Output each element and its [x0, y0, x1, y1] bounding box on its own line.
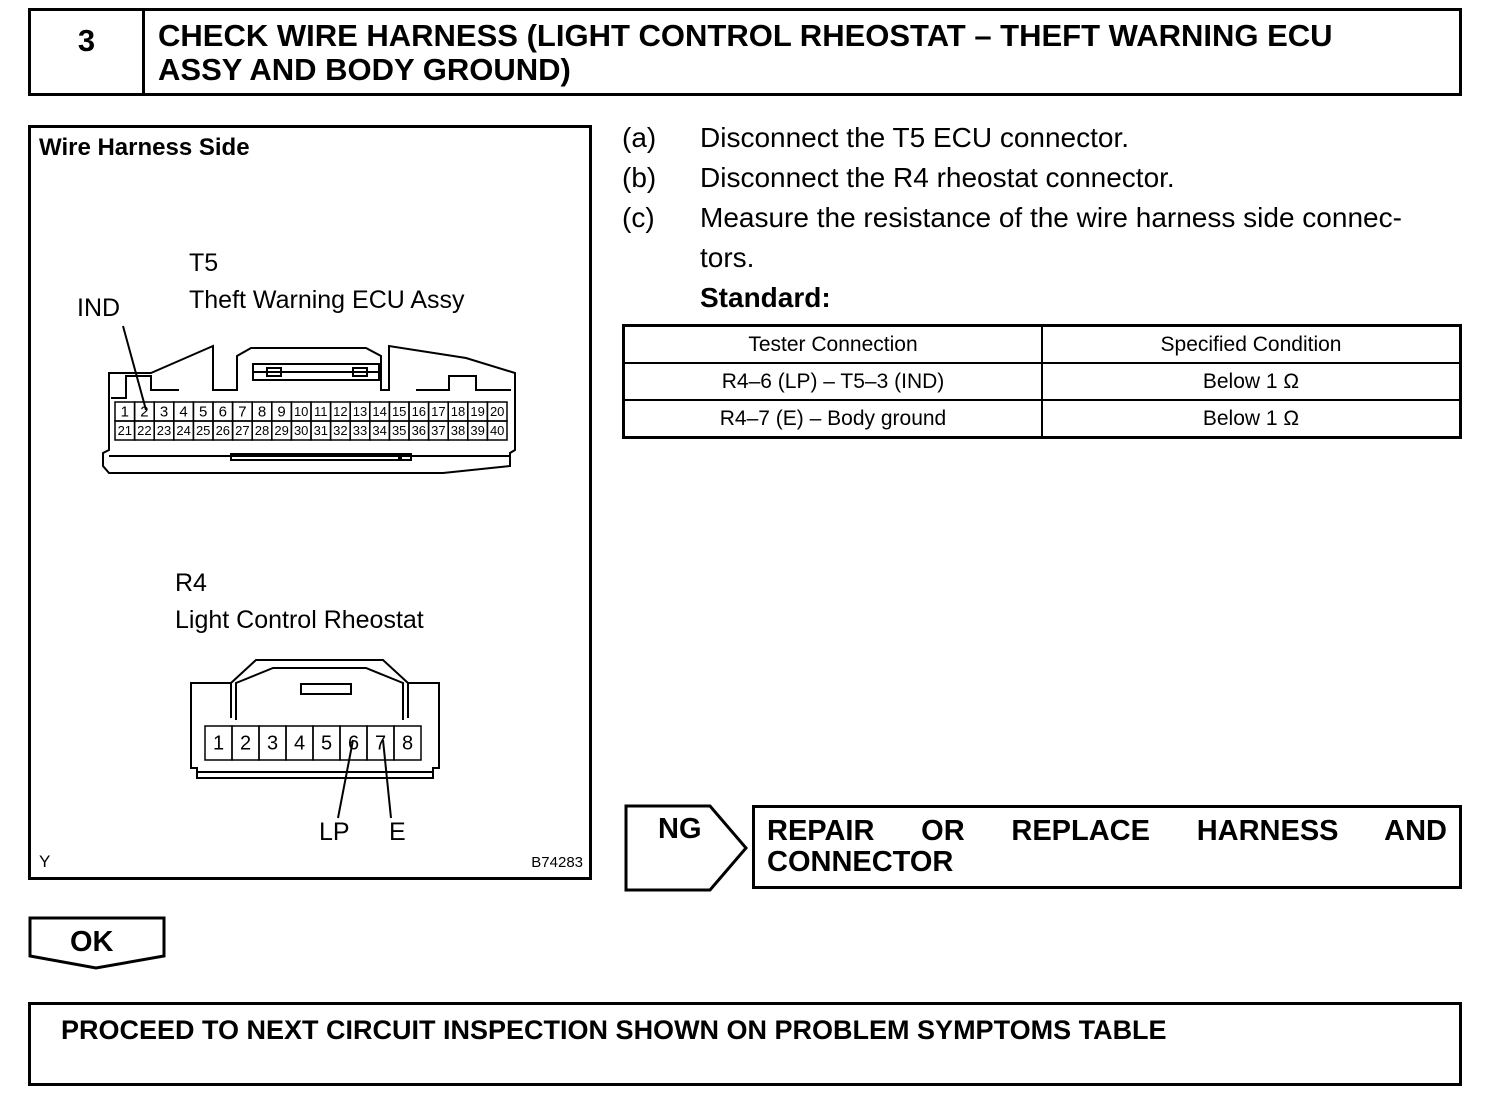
t5-pin: [311, 421, 331, 440]
r4-pin: [313, 726, 340, 760]
t5-pin: [115, 421, 135, 440]
t5-pin: [311, 402, 331, 421]
pin-number: 8: [401, 732, 414, 755]
lp-pin-label: LP: [319, 818, 350, 846]
t5-pin: [429, 421, 449, 440]
ng-label: NG: [658, 813, 702, 845]
table-cell: Below 1 Ω: [1042, 400, 1461, 438]
t5-pin: [272, 421, 292, 440]
t5-pin: [291, 402, 311, 421]
pin-number: 13: [352, 403, 368, 419]
t5-pin: [429, 402, 449, 421]
ng-result-text: [767, 816, 1447, 878]
t5-pin: [409, 402, 429, 421]
pin-number: 21: [117, 422, 133, 438]
pin-number: 6: [218, 403, 227, 421]
t5-pin: [370, 421, 390, 440]
t5-pin: [252, 402, 272, 421]
step-title-line2: ASSY AND BODY GROUND): [158, 52, 571, 87]
t5-pin: [331, 421, 351, 440]
t5-pin: [135, 421, 155, 440]
pin-number: 39: [470, 422, 485, 438]
step-title-line1: CHECK WIRE HARNESS (LIGHT CONTROL RHEOSTAT – THEFT WARNING ECU: [158, 18, 1333, 53]
corner-code: Y: [39, 852, 51, 871]
pin-number: 18: [450, 403, 466, 419]
pin-number: 23: [156, 422, 172, 438]
table-cell: R4–7 (E) – Body ground: [624, 400, 1043, 438]
instruction-text: Disconnect the T5 ECU connector.: [700, 122, 1130, 153]
pin-number: 16: [411, 403, 427, 419]
table-row: [624, 363, 1461, 400]
pin-number: 1: [212, 732, 225, 755]
t5-pin: [370, 402, 390, 421]
pin-number: 24: [176, 422, 191, 438]
ind-pin-label: IND: [77, 294, 121, 322]
instruction-marker: (c): [622, 202, 655, 233]
pin-number: 7: [374, 732, 387, 755]
pin-number: 17: [431, 403, 446, 419]
pin-number: 3: [159, 403, 169, 421]
t5-code: T5: [189, 249, 219, 277]
pin-number: 19: [470, 403, 485, 419]
pin-number: 36: [411, 422, 427, 438]
t5-pin: [468, 402, 488, 421]
pin-number: 4: [293, 732, 306, 755]
t5-pin: [291, 421, 311, 440]
t5-pin: [115, 402, 135, 421]
pin-number: 2: [239, 732, 252, 755]
pin-number: 35: [391, 422, 407, 438]
t5-pin: [233, 402, 253, 421]
t5-pin: [213, 421, 233, 440]
wire-harness-figure: [28, 125, 592, 880]
pin-number: 34: [372, 422, 387, 438]
spec-table: [622, 324, 1462, 439]
r4-pin: [259, 726, 286, 760]
pin-number: 40: [489, 422, 505, 438]
pin-number: 38: [450, 422, 466, 438]
r4-pin: [232, 726, 259, 760]
t5-pin: [174, 421, 194, 440]
e-pin-label: E: [389, 818, 406, 846]
t5-pin: [350, 421, 370, 440]
pin-number: 1: [120, 403, 129, 421]
t5-pin: [154, 421, 174, 440]
pin-number: 25: [195, 422, 211, 438]
table-cell: R4–6 (LP) – T5–3 (IND): [624, 363, 1043, 400]
r4-pin: [340, 726, 367, 760]
t5-pin: [174, 402, 194, 421]
pin-number: 3: [266, 732, 279, 755]
table-header: Specified Condition: [1042, 326, 1461, 364]
t5-pin: [193, 402, 213, 421]
t5-pin: [389, 402, 409, 421]
pin-number: 12: [333, 403, 348, 419]
pin-number: 29: [274, 422, 289, 438]
r4-pin-row: [205, 726, 421, 760]
table-row: [624, 400, 1461, 438]
pin-number: 9: [277, 403, 286, 421]
pin-number: 14: [372, 403, 387, 419]
step-header: [28, 8, 1462, 96]
ng-result-line1: REPAIR OR REPLACE HARNESS AND: [767, 815, 1447, 847]
instruction-text: Measure the resistance of the wire harness side connec-: [700, 202, 1402, 233]
r4-pin: [205, 726, 232, 760]
pin-number: 4: [179, 403, 188, 421]
pin-number: 2: [140, 403, 149, 421]
t5-pin: [193, 421, 213, 440]
t5-pin: [409, 421, 429, 440]
step-number: 3: [31, 11, 145, 93]
pin-number: 7: [238, 403, 247, 421]
pin-number: 15: [391, 403, 407, 419]
t5-pin: [487, 402, 507, 421]
pin-number: 33: [352, 422, 368, 438]
t5-pin: [350, 402, 370, 421]
instruction-marker: (b): [622, 162, 657, 193]
pin-number: 8: [257, 403, 267, 421]
pin-number: 22: [137, 422, 152, 438]
t5-name: Theft Warning ECU Assy: [189, 286, 465, 314]
table-cell: Below 1 Ω: [1042, 363, 1461, 400]
r4-pin: [394, 726, 421, 760]
ng-result-line2: CONNECTOR: [767, 846, 954, 878]
t5-pin: [233, 421, 253, 440]
t5-pin: [448, 402, 468, 421]
pin-number: 11: [314, 403, 328, 419]
pin-number: 28: [254, 422, 270, 438]
table-header: Tester Connection: [624, 326, 1043, 364]
pin-number: 30: [293, 422, 309, 438]
t5-pin: [213, 402, 233, 421]
pin-number: 37: [431, 422, 446, 438]
step-title: [158, 19, 1439, 87]
ng-result-box: [752, 805, 1462, 889]
pin-number: 5: [320, 732, 333, 755]
pin-number: 27: [235, 422, 250, 438]
pin-number: 10: [293, 403, 309, 419]
r4-name: Light Control Rheostat: [175, 606, 424, 634]
r4-code: R4: [175, 569, 207, 597]
t5-pin: [487, 421, 507, 440]
t5-pin: [272, 402, 292, 421]
figure-id: B74283: [531, 854, 583, 871]
table-header-row: [624, 326, 1461, 364]
instruction-text: tors.: [700, 242, 755, 273]
t5-pin: [154, 402, 174, 421]
t5-pin: [448, 421, 468, 440]
t5-pin: [331, 402, 351, 421]
ok-result-box: [28, 1002, 1462, 1086]
r4-pin: [286, 726, 313, 760]
ok-label: OK: [70, 926, 114, 958]
instruction-text: Disconnect the R4 rheostat connector.: [700, 162, 1175, 193]
pin-number: 32: [333, 422, 348, 438]
pin-number: 20: [489, 403, 505, 419]
instruction-marker: (a): [622, 122, 657, 153]
figure-title: Wire Harness Side: [39, 134, 250, 161]
pin-number: 5: [199, 403, 208, 421]
connector-drawing: [31, 128, 589, 877]
pin-number: 6: [347, 732, 360, 755]
t5-pin-grid: [115, 402, 507, 440]
t5-pin: [252, 421, 272, 440]
r4-pin: [367, 726, 394, 760]
t5-pin: [468, 421, 488, 440]
ok-result-text: PROCEED TO NEXT CIRCUIT INSPECTION SHOWN ON PROBLEM SYMPTOMS TABLE: [61, 1015, 1167, 1045]
t5-pin: [389, 421, 409, 440]
pin-number: 31: [313, 422, 329, 438]
pin-number: 26: [215, 422, 231, 438]
standard-label: Standard:: [700, 282, 831, 313]
